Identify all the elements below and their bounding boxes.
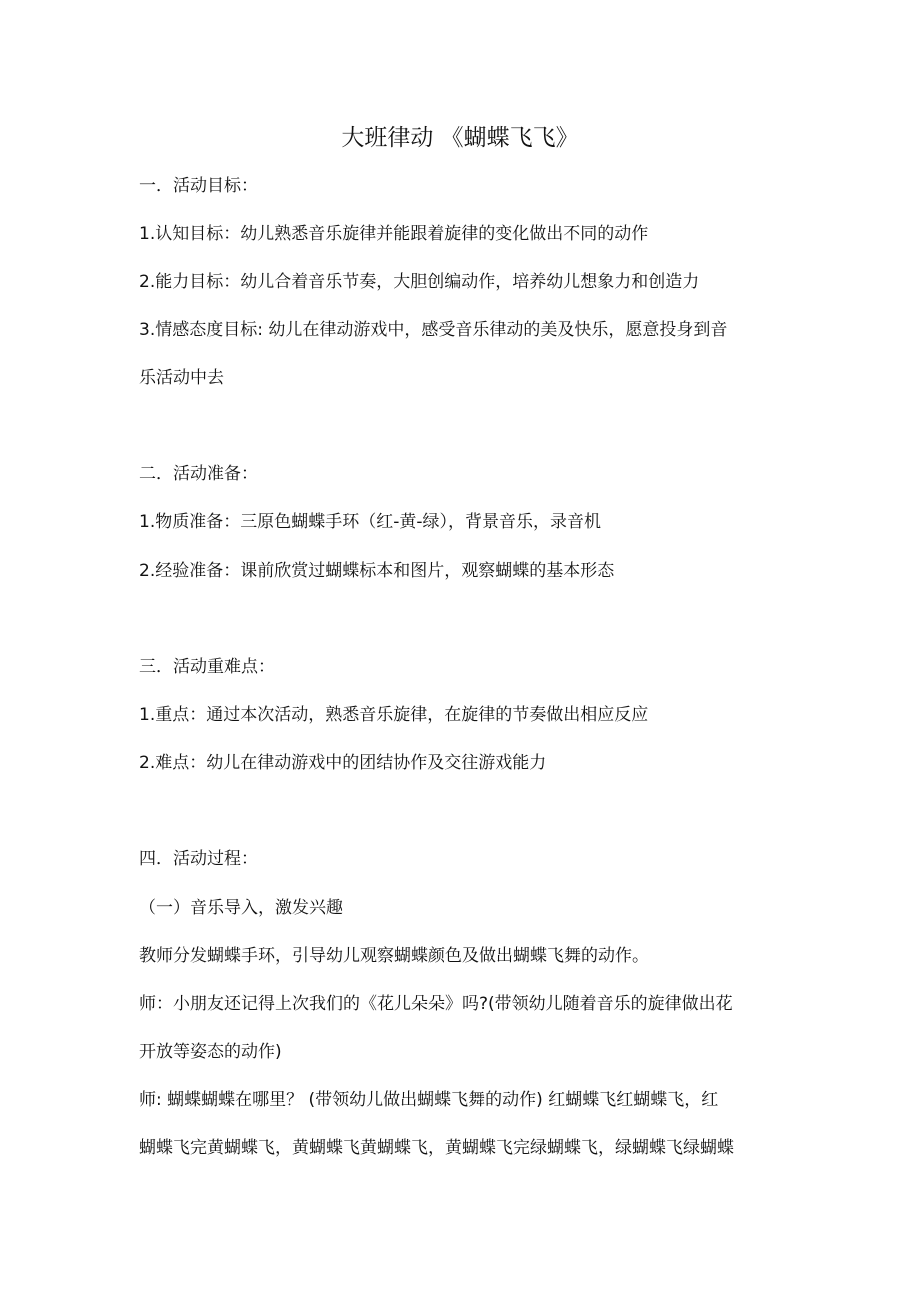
paragraph-line: 乐活动中去 — [139, 368, 224, 388]
subsection-heading: （一）音乐导入，激发兴趣 — [139, 898, 343, 918]
paragraph-line: 1.物质准备：三原色蝴蝶手环（红-黄-绿），背景音乐，录音机 — [139, 512, 601, 532]
section-heading-key-points: 三．活动重难点： — [139, 657, 275, 677]
section-heading-preparation: 二．活动准备： — [139, 464, 258, 484]
paragraph-line: 开放等姿态的动作) — [139, 1042, 282, 1062]
paragraph-line: 师: 蝴蝶蝴蝶在哪里？ (带领幼儿做出蝴蝶飞舞的动作) 红蝴蝶飞红蝴蝶飞，红 — [139, 1090, 719, 1110]
document-title: 大班律动 《蝴蝶飞飞》 — [341, 125, 579, 151]
paragraph-line: 3.情感态度目标: 幼儿在律动游戏中，感受音乐律动的美及快乐，愿意投身到音 — [139, 320, 728, 340]
paragraph-line: 2.经验准备：课前欣赏过蝴蝶标本和图片，观察蝴蝶的基本形态 — [139, 561, 615, 581]
section-heading-process: 四．活动过程： — [139, 849, 258, 869]
paragraph-line: 1.认知目标：幼儿熟悉音乐旋律并能跟着旋律的变化做出不同的动作 — [139, 224, 649, 244]
paragraph-line: 2.能力目标：幼儿合着音乐节奏，大胆创编动作，培养幼儿想象力和创造力 — [139, 272, 700, 292]
paragraph-line: 教师分发蝴蝶手环，引导幼儿观察蝴蝶颜色及做出蝴蝶飞舞的动作。 — [139, 946, 649, 966]
section-heading-goals: 一．活动目标： — [139, 176, 258, 196]
paragraph-line: 师：小朋友还记得上次我们的《花儿朵朵》吗?(带领幼儿随着音乐的旋律做出花 — [139, 994, 733, 1014]
paragraph-line: 2.难点：幼儿在律动游戏中的团结协作及交往游戏能力 — [139, 753, 547, 773]
paragraph-line: 蝴蝶飞完黄蝴蝶飞，黄蝴蝶飞黄蝴蝶飞，黄蝴蝶飞完绿蝴蝶飞，绿蝴蝶飞绿蝴蝶 — [139, 1138, 734, 1158]
paragraph-line: 1.重点：通过本次活动，熟悉音乐旋律，在旋律的节奏做出相应反应 — [139, 705, 649, 725]
